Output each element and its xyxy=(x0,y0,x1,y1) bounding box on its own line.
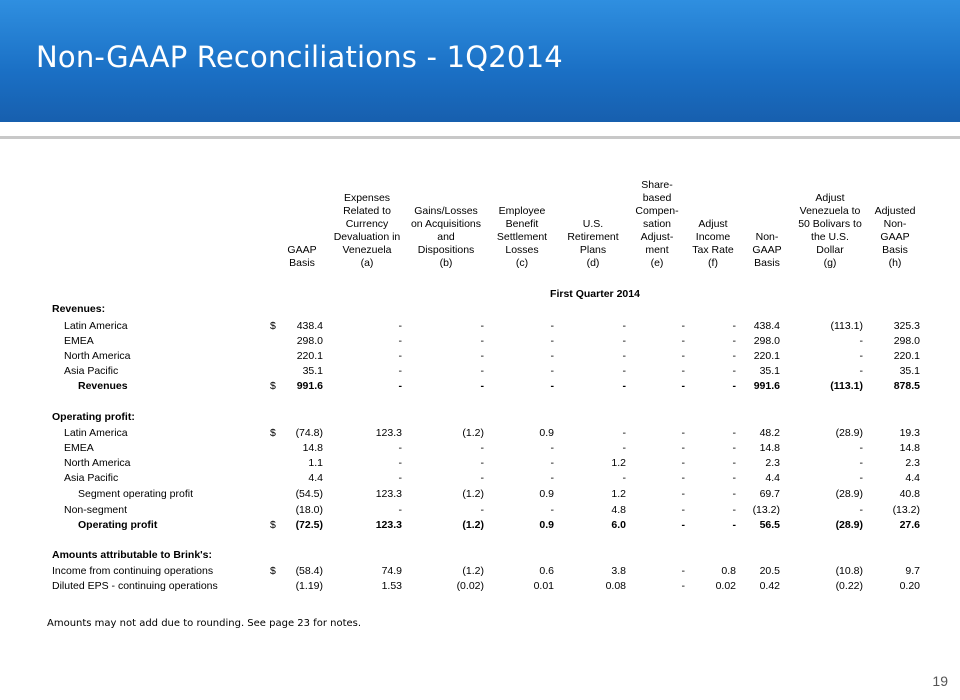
cell-value: - xyxy=(550,380,554,392)
divider-line xyxy=(0,136,960,139)
table-row xyxy=(0,564,960,579)
cell-value: (1.2) xyxy=(462,565,484,577)
cell-value: (13.2) xyxy=(892,504,920,516)
cell-value: 4.4 xyxy=(308,472,323,484)
cell-value: - xyxy=(480,457,484,469)
cell-value: 2.3 xyxy=(765,457,780,469)
currency-symbol: $ xyxy=(270,427,276,439)
row-label: Operating profit xyxy=(78,519,158,531)
column-header: Expenses Related to Currency Devaluation in Venezuela (a) xyxy=(333,192,401,269)
row-label: Latin America xyxy=(64,427,128,439)
table-row xyxy=(0,487,960,502)
table-row xyxy=(0,503,960,518)
cell-value: 0.9 xyxy=(539,488,554,500)
cell-value: - xyxy=(732,519,736,531)
row-label: Segment operating profit xyxy=(78,488,193,500)
cell-value: 1.2 xyxy=(611,457,626,469)
cell-value: 991.6 xyxy=(296,380,323,392)
cell-value: 27.6 xyxy=(899,519,920,531)
cell-value: (58.4) xyxy=(295,565,323,577)
cell-value: - xyxy=(550,504,554,516)
cell-value: - xyxy=(732,335,736,347)
cell-value: 48.2 xyxy=(759,427,780,439)
cell-value: (28.9) xyxy=(835,519,863,531)
row-label: Revenues xyxy=(78,380,128,392)
currency-symbol: $ xyxy=(270,519,276,531)
cell-value: - xyxy=(480,504,484,516)
cell-value: - xyxy=(732,504,736,516)
cell-value: 69.7 xyxy=(759,488,780,500)
cell-value: - xyxy=(398,335,402,347)
cell-value: - xyxy=(398,457,402,469)
cell-value: 438.4 xyxy=(296,320,323,332)
cell-value: - xyxy=(480,350,484,362)
cell-value: - xyxy=(859,442,863,454)
cell-value: (54.5) xyxy=(295,488,323,500)
cell-value: - xyxy=(480,335,484,347)
table-row xyxy=(0,379,960,394)
cell-value: - xyxy=(859,504,863,516)
cell-value: - xyxy=(398,365,402,377)
cell-value: - xyxy=(622,427,626,439)
cell-value: 2.3 xyxy=(905,457,920,469)
cell-value: (0.02) xyxy=(456,580,484,592)
table-row xyxy=(0,441,960,456)
cell-value: - xyxy=(681,365,685,377)
cell-value: 0.20 xyxy=(899,580,920,592)
cell-value: 438.4 xyxy=(753,320,780,332)
cell-value: 14.8 xyxy=(302,442,323,454)
slide-title: Non-GAAP Reconciliations - 1Q2014 xyxy=(36,40,563,74)
cell-value: 3.8 xyxy=(611,565,626,577)
cell-value: - xyxy=(622,472,626,484)
cell-value: 123.3 xyxy=(375,427,402,439)
row-label: Asia Pacific xyxy=(64,365,119,377)
cell-value: - xyxy=(732,442,736,454)
column-header: U.S. Retirement Plans (d) xyxy=(567,218,619,269)
cell-value: 298.0 xyxy=(893,335,920,347)
cell-value: 1.53 xyxy=(381,580,402,592)
cell-value: - xyxy=(622,350,626,362)
cell-value: (0.22) xyxy=(835,580,863,592)
cell-value: 123.3 xyxy=(375,519,402,531)
cell-value: 0.42 xyxy=(759,580,780,592)
cell-value: - xyxy=(681,335,685,347)
cell-value: - xyxy=(859,365,863,377)
page-number: 19 xyxy=(932,673,948,689)
cell-value: - xyxy=(732,472,736,484)
column-header: GAAP Basis xyxy=(287,244,317,269)
cell-value: - xyxy=(681,504,685,516)
cell-value: 4.4 xyxy=(765,472,780,484)
table-row xyxy=(0,410,960,425)
table-row xyxy=(0,471,960,486)
cell-value: (13.2) xyxy=(752,504,780,516)
row-label: North America xyxy=(64,350,131,362)
cell-value: - xyxy=(480,320,484,332)
cell-value: 0.08 xyxy=(605,580,626,592)
cell-value: (10.8) xyxy=(835,565,863,577)
cell-value: 220.1 xyxy=(296,350,323,362)
table-row xyxy=(0,334,960,349)
currency-symbol: $ xyxy=(270,320,276,332)
cell-value: - xyxy=(681,427,685,439)
cell-value: - xyxy=(550,320,554,332)
table-row xyxy=(0,349,960,364)
cell-value: - xyxy=(622,380,626,392)
cell-value: - xyxy=(622,365,626,377)
cell-value: - xyxy=(732,380,736,392)
cell-value: 0.02 xyxy=(715,580,736,592)
cell-value: - xyxy=(681,380,685,392)
cell-value: - xyxy=(398,320,402,332)
cell-value: (1.2) xyxy=(462,519,484,531)
cell-value: - xyxy=(398,504,402,516)
table-row xyxy=(0,548,960,563)
column-header: Gains/Losses on Acquisitions and Dispositions (b) xyxy=(410,205,482,269)
row-label: EMEA xyxy=(64,442,94,454)
cell-value: 220.1 xyxy=(753,350,780,362)
cell-value: - xyxy=(622,335,626,347)
cell-value: - xyxy=(550,365,554,377)
row-label: Diluted EPS - continuing operations xyxy=(52,580,218,592)
cell-value: - xyxy=(681,519,685,531)
cell-value: 123.3 xyxy=(375,488,402,500)
table-row xyxy=(0,426,960,441)
cell-value: 6.0 xyxy=(611,519,626,531)
currency-symbol: $ xyxy=(270,380,276,392)
column-header: Non- GAAP Basis xyxy=(752,231,782,269)
cell-value: (1.19) xyxy=(295,580,323,592)
cell-value: - xyxy=(622,320,626,332)
cell-value: 298.0 xyxy=(753,335,780,347)
cell-value: - xyxy=(550,350,554,362)
cell-value: (1.2) xyxy=(462,427,484,439)
cell-value: 878.5 xyxy=(893,380,920,392)
column-header: Adjusted Non- GAAP Basis (h) xyxy=(874,205,916,269)
cell-value: (1.2) xyxy=(462,488,484,500)
cell-value: - xyxy=(550,442,554,454)
cell-value: - xyxy=(681,488,685,500)
row-label: Income from continuing operations xyxy=(52,565,214,577)
cell-value: 4.8 xyxy=(611,504,626,516)
cell-value: 40.8 xyxy=(899,488,920,500)
row-label: EMEA xyxy=(64,335,94,347)
row-label: Operating profit: xyxy=(52,411,135,423)
cell-value: - xyxy=(550,457,554,469)
cell-value: - xyxy=(732,488,736,500)
cell-value: 0.01 xyxy=(533,580,554,592)
cell-value: 9.7 xyxy=(905,565,920,577)
period-label: First Quarter 2014 xyxy=(550,288,640,300)
cell-value: - xyxy=(859,472,863,484)
row-label: Latin America xyxy=(64,320,128,332)
cell-value: - xyxy=(398,380,402,392)
cell-value: - xyxy=(859,457,863,469)
footnote: Amounts may not add due to rounding. See page 23 for notes. xyxy=(47,618,362,629)
row-label: Non-segment xyxy=(64,504,128,516)
cell-value: 56.5 xyxy=(759,519,780,531)
currency-symbol: $ xyxy=(270,565,276,577)
cell-value: 74.9 xyxy=(381,565,402,577)
cell-value: 325.3 xyxy=(893,320,920,332)
cell-value: - xyxy=(732,427,736,439)
table-row xyxy=(0,518,960,533)
cell-value: 14.8 xyxy=(899,442,920,454)
cell-value: - xyxy=(859,335,863,347)
cell-value: (28.9) xyxy=(835,427,863,439)
table-row xyxy=(0,302,960,317)
cell-value: - xyxy=(732,457,736,469)
column-header: Adjust Venezuela to 50 Bolivars to the U.S. Dollar (g) xyxy=(798,192,862,269)
cell-value: (18.0) xyxy=(295,504,323,516)
cell-value: - xyxy=(398,472,402,484)
cell-value: - xyxy=(480,380,484,392)
cell-value: - xyxy=(398,350,402,362)
cell-value: - xyxy=(681,350,685,362)
cell-value: 35.1 xyxy=(302,365,323,377)
cell-value: - xyxy=(681,472,685,484)
cell-value: 0.9 xyxy=(539,519,554,531)
cell-value: 0.8 xyxy=(721,565,736,577)
cell-value: 1.2 xyxy=(611,488,626,500)
cell-value: 298.0 xyxy=(296,335,323,347)
table-row xyxy=(0,319,960,334)
cell-value: - xyxy=(550,335,554,347)
cell-value: (28.9) xyxy=(835,488,863,500)
table-row xyxy=(0,579,960,594)
cell-value: 35.1 xyxy=(899,365,920,377)
cell-value: - xyxy=(622,442,626,454)
row-label: North America xyxy=(64,457,131,469)
table-row xyxy=(0,456,960,471)
cell-value: - xyxy=(398,442,402,454)
row-label: Asia Pacific xyxy=(64,472,119,484)
cell-value: 0.6 xyxy=(539,565,554,577)
cell-value: 14.8 xyxy=(759,442,780,454)
column-header: Adjust Income Tax Rate (f) xyxy=(692,218,734,269)
cell-value: - xyxy=(859,350,863,362)
cell-value: (72.5) xyxy=(295,519,323,531)
cell-value: 0.9 xyxy=(539,427,554,439)
row-label: Amounts attributable to Brink's: xyxy=(52,549,213,561)
cell-value: (74.8) xyxy=(295,427,323,439)
cell-value: 35.1 xyxy=(759,365,780,377)
cell-value: - xyxy=(480,365,484,377)
cell-value: 220.1 xyxy=(893,350,920,362)
cell-value: - xyxy=(681,580,685,592)
cell-value: 20.5 xyxy=(759,565,780,577)
cell-value: - xyxy=(732,365,736,377)
column-header: Employee Benefit Settlement Losses (c) xyxy=(496,205,548,269)
cell-value: - xyxy=(480,472,484,484)
cell-value: - xyxy=(681,442,685,454)
cell-value: - xyxy=(732,350,736,362)
cell-value: 991.6 xyxy=(753,380,780,392)
cell-value: - xyxy=(550,472,554,484)
cell-value: - xyxy=(681,320,685,332)
cell-value: - xyxy=(732,320,736,332)
cell-value: 4.4 xyxy=(905,472,920,484)
cell-value: - xyxy=(681,457,685,469)
cell-value: - xyxy=(681,565,685,577)
cell-value: - xyxy=(480,442,484,454)
row-label: Revenues: xyxy=(52,303,106,315)
cell-value: 19.3 xyxy=(899,427,920,439)
cell-value: 1.1 xyxy=(308,457,323,469)
cell-value: (113.1) xyxy=(830,380,863,392)
column-header: Share- based Compen- sation Adjust- ment (e) xyxy=(635,179,679,269)
table-row xyxy=(0,364,960,379)
cell-value: (113.1) xyxy=(830,320,863,332)
